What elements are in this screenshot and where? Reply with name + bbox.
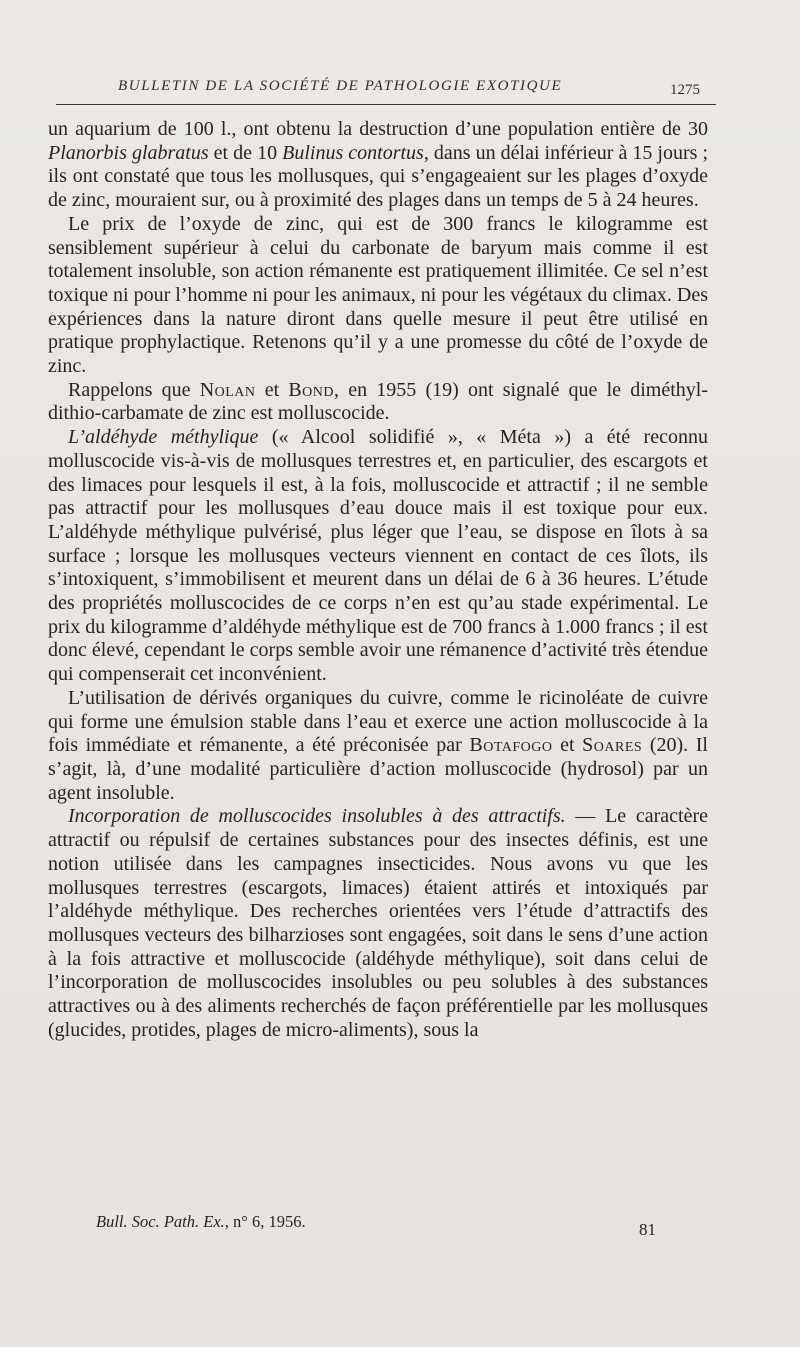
author-name: Bond (288, 378, 335, 401)
author-name: Botafogo (469, 734, 553, 757)
page-footer (96, 1212, 656, 1239)
author-name: Soares (582, 734, 643, 757)
paragraph-6: Incorporation de molluscocides insolubles à des attractifs. — Le caractère attractif ou répulsif de certaines substances pour des insectes définis, est une notion utilisée dans les campagnes insecticides. Nous avons vu que les mollusques terrestres (escargots, limaces) étaient attirés et intoxiqués par l’aldéhyde méthylique. Des recherches orientées vers l’étude d’attractifs des mollusques vecteurs des bilharzioses sont engagées, soit dans le sens d’une action à la fois attractive et molluscocide (aldéhyde méthylique), soit dans celui de l’incorporation de molluscocides insolubles ou peu solubles à des substances attractives ou à des aliments recherchés de façon préférentielle par les mollusques (glucides, protides, plages de micro-aliments), sous la (48, 805, 709, 1041)
paragraph-4: L’aldéhyde méthylique (« Alcool solidifié », « Méta ») a été reconnu molluscocide vis-à-vis de mollusques terrestres et, en particulier, des escargots et des limaces pour lesquels il est, à la fois, molluscocide et attractif ; il ne semble pas attractif pour les mollusques d’eau douce mais il est toxique pour eux. L’aldéhyde méthylique pulvérisé, plus léger que l’eau, se dispose en îlots à sa surface ; lorsque les mollusques vecteurs viennent en contact de ces îlots, ils s’intoxiquent, s’immobilisent et meurent dans un délai de 6 à 36 heures. L’étude des propriétés molluscocides de ce corps n’en est qu’au stade expérimental. Le prix du kilogramme d’aldéhyde méthylique est de 700 francs à 1.000 francs ; il est donc élevé, cependant le corps semble avoir une rémanence d’activité très étendue qui compenserait cet inconvénient. (48, 426, 708, 686)
paragraph-lead: L’aldéhyde méthylique (68, 426, 259, 449)
journal-name: Bull. Soc. Path. Ex. (96, 1212, 225, 1231)
paragraph-3: Rappelons que Nolan et Bond, en 1955 (19) ont signalé que le diméthyl-dithio-carbamate de zinc est molluscocide. (48, 378, 709, 425)
signature-mark: 81 (639, 1220, 656, 1239)
paragraph-5: L’utilisation de dérivés organiques du cuivre, comme le ricinoléate de cuivre qui forme une émulsion stable dans l’eau et exerce une action molluscocide à la fois immédiate et rémanente, a été préconisée par Botafogo et Soares (20). Il s’agit, là, d’une modalité particulière d’action molluscocide (hydrosol) par un agent insoluble. (48, 686, 708, 804)
page-number: 1275 (670, 82, 700, 98)
author-name: Nolan (199, 378, 256, 401)
section-heading: Incorporation de molluscocides insolubles à des attractifs. (68, 805, 566, 828)
species-name: Bulinus contortus (282, 141, 424, 164)
paragraph-2: Le prix de l’oxyde de zinc, qui est de 300 francs le kilogramme est sensiblement supérieur à celui du carbonate de baryum mais comme il est totalement insoluble, son action rémanente est pratiquement illimitée. Ce sel n’est toxique ni pour l’homme ni pour les animaux, ni pour les végétaux du climax. Des expériences dans la nature diront dans quelle mesure il peut être utilisé en pratique prophylactique. Retenons qu’il y a une promesse du côté de l’oxyde de zinc. (48, 212, 708, 378)
paragraph-1: un aquarium de 100 l., ont obtenu la destruction d’une population entière de 30 Planorbis glabratus et de 10 Bulinus contortus, dans un délai inférieur à 15 jours ; ils ont constaté que tous les mollusques, qui s’engageaient sur les plages d’oxyde de zinc, mouraient sur, ou à proximité des plages dans un temps de 5 à 24 heures. (48, 118, 709, 212)
article-body (48, 118, 708, 1042)
running-header (56, 74, 716, 105)
journal-issue: , n° 6, 1956. (224, 1212, 306, 1231)
running-title: BULLETIN DE LA SOCIÉTÉ DE PATHOLOGIE EXOTIQUE (118, 78, 563, 94)
journal-citation (96, 1212, 306, 1231)
species-name: Planorbis glabratus (48, 141, 209, 164)
